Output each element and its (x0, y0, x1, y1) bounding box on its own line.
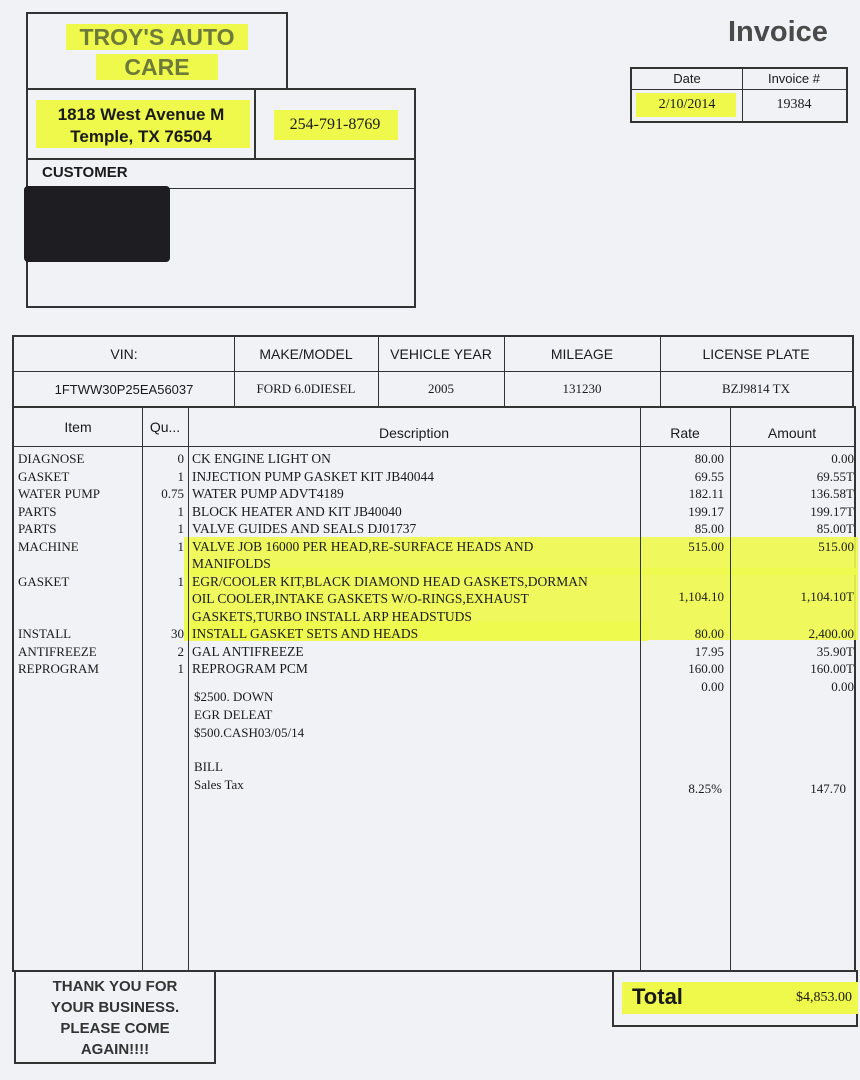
company-phone-box (254, 88, 416, 160)
invoice-title: Invoice (728, 16, 828, 48)
row-item: DIAGNOSE (18, 451, 85, 466)
row-amount: 0.00 (831, 678, 854, 694)
row-description: GASKETS,TURBO INSTALL ARP HEADSTUDS (192, 608, 472, 624)
row-qty: 30 (171, 626, 184, 641)
col-header-rate: Rate (670, 425, 700, 441)
mileage-label: MILEAGE (550, 346, 614, 362)
row-description: VALVE JOB 16000 PER HEAD,RE-SURFACE HEADS AND (192, 538, 534, 554)
col-header-description: Description (378, 425, 450, 441)
make-model-label: MAKE/MODEL (259, 346, 353, 362)
row-description: MANIFOLDS (192, 556, 271, 571)
row-rate: 17.95 (694, 643, 724, 659)
sales-tax-rate: 8.25% (688, 781, 722, 796)
row-qty: 0.75 (161, 486, 184, 501)
row-amount: 0.00 (831, 451, 854, 466)
row-item: PARTS (18, 521, 57, 536)
total-label: Total (632, 984, 683, 1009)
row-qty: 0 (177, 451, 184, 466)
row-rate: 160.00 (688, 661, 724, 676)
row-qty: 1 (177, 468, 184, 484)
note-line: $2500. DOWN (194, 689, 274, 704)
thanks-line: PLEASE COME (60, 1020, 170, 1037)
company-name-line2: CARE (96, 54, 217, 80)
total-amount: $4,853.00 (796, 990, 852, 1005)
row-amount: 199.17T (810, 503, 854, 519)
row-amount: 35.90T (816, 643, 854, 659)
row-item: WATER PUMP (18, 486, 100, 501)
row-rate: 199.17 (688, 503, 724, 519)
row-description: REPROGRAM PCM (192, 661, 308, 676)
date-label: Date (673, 71, 701, 86)
row-description: EGR/COOLER KIT,BLACK DIAMOND HEAD GASKETS,DORMAN (192, 573, 588, 589)
bill-label: BILL (194, 759, 223, 774)
vin-value: 1FTWW30P25EA56037 (54, 381, 194, 397)
row-amount: 515.00 (818, 538, 854, 554)
col-header-qty: Qu... (149, 419, 181, 435)
row-qty: 2 (177, 643, 184, 659)
col-header-amount: Amount (767, 425, 817, 441)
col-header-item: Item (64, 419, 92, 435)
row-description: VALVE GUIDES AND SEALS DJ01737 (192, 521, 417, 536)
address-line1: 1818 West Avenue M (57, 105, 225, 124)
row-qty: 1 (177, 538, 184, 554)
license-plate-value: BZJ9814 TX (721, 381, 790, 396)
row-description: INSTALL GASKET SETS AND HEADS (192, 626, 419, 641)
sales-tax-amount: 147.70 (810, 781, 846, 796)
row-item: GASKET (18, 468, 70, 484)
row-item: REPROGRAM (18, 661, 99, 676)
row-item: MACHINE (18, 538, 79, 554)
note-line: $500.CASH03/05/14 (194, 725, 305, 740)
row-rate: 0.00 (701, 678, 724, 694)
row-item: PARTS (18, 503, 57, 519)
vehicle-info-box (12, 335, 854, 408)
row-amount: 160.00T (810, 661, 854, 676)
row-rate: 80.00 (694, 451, 724, 466)
address-line2: Temple, TX 76504 (70, 127, 212, 146)
row-description: CK ENGINE LIGHT ON (192, 451, 331, 466)
vin-label: VIN: (110, 346, 138, 362)
total-box (612, 970, 858, 1027)
customer-redaction (24, 186, 170, 262)
row-description: WATER PUMP ADVT4189 (192, 486, 344, 501)
line-items-table (12, 406, 856, 972)
row-amount: 2,400.00 (808, 626, 854, 641)
invoice-number-label: Invoice # (767, 71, 821, 86)
note-line: EGR DELEAT (194, 707, 273, 722)
row-rate: 182.11 (688, 486, 724, 501)
vehicle-year-value: 2005 (428, 381, 454, 396)
row-rate: 85.00 (694, 521, 724, 536)
row-rate: 69.55 (694, 468, 724, 484)
thank-you-box (14, 970, 216, 1064)
row-description: GAL ANTIFREEZE (192, 643, 304, 659)
vehicle-year-label: VEHICLE YEAR (390, 346, 492, 362)
row-amount: 69.55T (816, 468, 854, 484)
row-amount: 85.00T (816, 521, 854, 536)
company-name-box (26, 12, 288, 90)
company-name-line1: TROY'S AUTO (66, 24, 249, 50)
row-description: OIL COOLER,INTAKE GASKETS W/O-RINGS,EXHAUST (192, 591, 529, 606)
row-description: BLOCK HEATER AND KIT JB40040 (192, 503, 402, 519)
row-rate: 515.00 (688, 538, 724, 554)
company-address-box (26, 88, 256, 160)
invoice-date: 2/10/2014 (658, 97, 716, 112)
make-model-value: FORD 6.0DIESEL (256, 381, 356, 396)
company-phone: 254-791-8769 (289, 116, 381, 133)
thanks-line: YOUR BUSINESS. (50, 999, 180, 1016)
customer-box (26, 158, 416, 308)
customer-label: CUSTOMER (42, 164, 128, 181)
row-qty: 1 (177, 661, 184, 676)
row-qty: 1 (177, 573, 184, 589)
row-item: GASKET (18, 573, 70, 589)
row-qty: 1 (177, 503, 184, 519)
row-amount: 1,104.10T (800, 589, 854, 605)
thanks-line: AGAIN!!!! (80, 1041, 150, 1058)
mileage-value: 131230 (562, 381, 602, 396)
row-item: ANTIFREEZE (18, 643, 97, 659)
sales-tax-label: Sales Tax (194, 777, 244, 792)
row-qty: 1 (177, 521, 184, 536)
row-rate: 80.00 (694, 626, 724, 641)
row-amount: 136.58T (810, 486, 854, 501)
license-plate-label: LICENSE PLATE (702, 346, 810, 362)
row-item: INSTALL (18, 626, 72, 641)
date-invoice-box (630, 67, 848, 123)
row-rate: 1,104.10 (678, 589, 724, 605)
row-description: INJECTION PUMP GASKET KIT JB40044 (192, 468, 435, 484)
thanks-line: THANK YOU FOR (52, 978, 178, 995)
invoice-number: 19384 (776, 97, 812, 112)
